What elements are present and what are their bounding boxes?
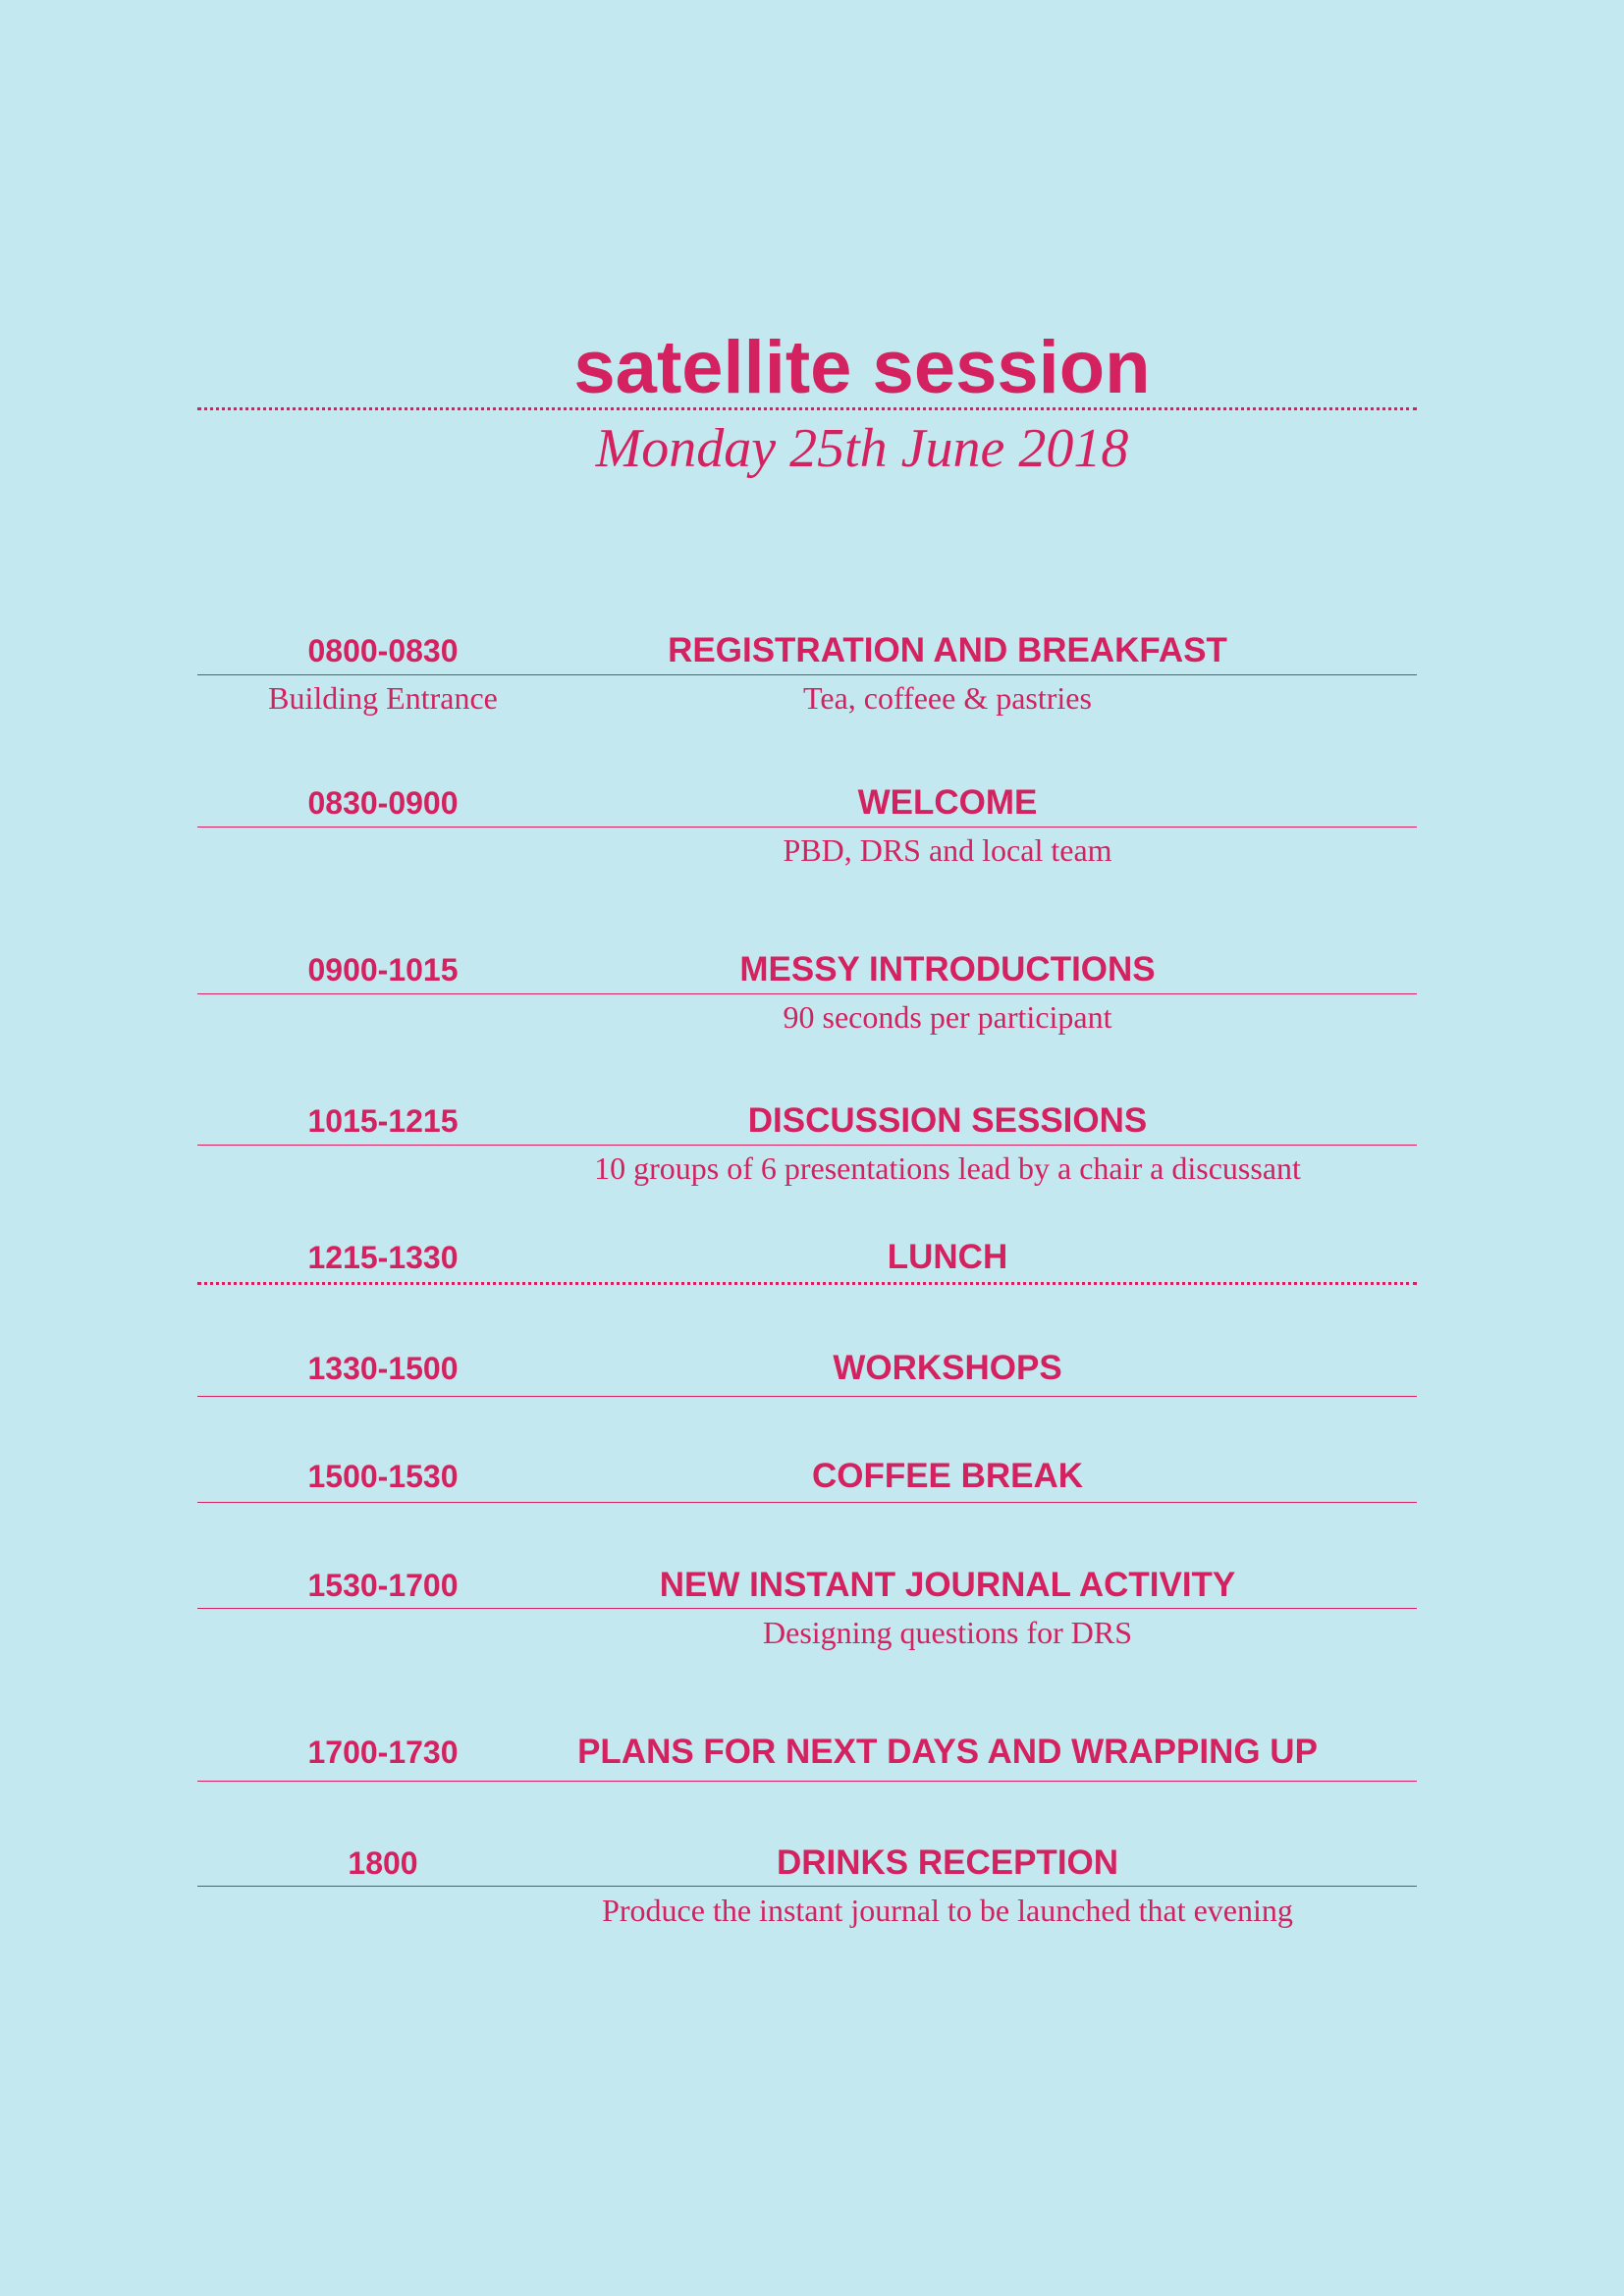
time-slot: 1530-1700 <box>307 1568 459 1603</box>
event-title: DRINKS RECEPTION <box>776 1843 1119 1882</box>
page-title: satellite session <box>573 326 1151 409</box>
time-slot: 1700-1730 <box>307 1735 459 1770</box>
event-title: NEW INSTANT JOURNAL ACTIVITY <box>659 1566 1236 1604</box>
row-divider <box>197 1396 1417 1397</box>
row-divider <box>197 1608 1417 1609</box>
event-title: LUNCH <box>887 1238 1008 1276</box>
time-slot: 0800-0830 <box>307 633 459 668</box>
time-slot: 0900-1015 <box>307 952 459 988</box>
event-detail: Produce the instant journal to be launched that evening <box>602 1893 1293 1928</box>
title-divider <box>197 407 1417 410</box>
event-date: Monday 25th June 2018 <box>595 418 1129 479</box>
time-slot: 0830-0900 <box>307 785 459 821</box>
row-divider <box>197 993 1417 994</box>
time-slot: 1215-1330 <box>307 1240 459 1275</box>
row-divider <box>197 827 1417 828</box>
lunch-divider <box>197 1282 1417 1285</box>
time-slot: 1500-1530 <box>307 1459 459 1494</box>
row-divider <box>197 1502 1417 1503</box>
event-detail: 10 groups of 6 presentations lead by a chair a discussant <box>594 1150 1301 1186</box>
event-detail: Tea, coffeee & pastries <box>803 680 1092 716</box>
event-title: WELCOME <box>857 783 1038 822</box>
event-detail: 90 seconds per participant <box>783 999 1112 1035</box>
event-title: DISCUSSION SESSIONS <box>747 1101 1148 1140</box>
time-slot: 1015-1215 <box>307 1103 459 1139</box>
event-title: REGISTRATION AND BREAKFAST <box>668 631 1227 669</box>
row-divider <box>197 674 1417 675</box>
event-detail: Designing questions for DRS <box>763 1615 1132 1650</box>
event-title: COFFEE BREAK <box>811 1457 1084 1495</box>
event-title: WORKSHOPS <box>833 1349 1062 1387</box>
event-location: Building Entrance <box>268 680 498 716</box>
row-divider <box>197 1781 1417 1782</box>
event-detail: PBD, DRS and local team <box>783 832 1112 868</box>
event-title: PLANS FOR NEXT DAYS AND WRAPPING UP <box>577 1733 1318 1771</box>
row-divider <box>197 1886 1417 1887</box>
time-slot: 1330-1500 <box>307 1351 459 1386</box>
time-slot: 1800 <box>348 1845 418 1881</box>
row-divider <box>197 1145 1417 1146</box>
event-title: MESSY INTRODUCTIONS <box>739 950 1156 988</box>
